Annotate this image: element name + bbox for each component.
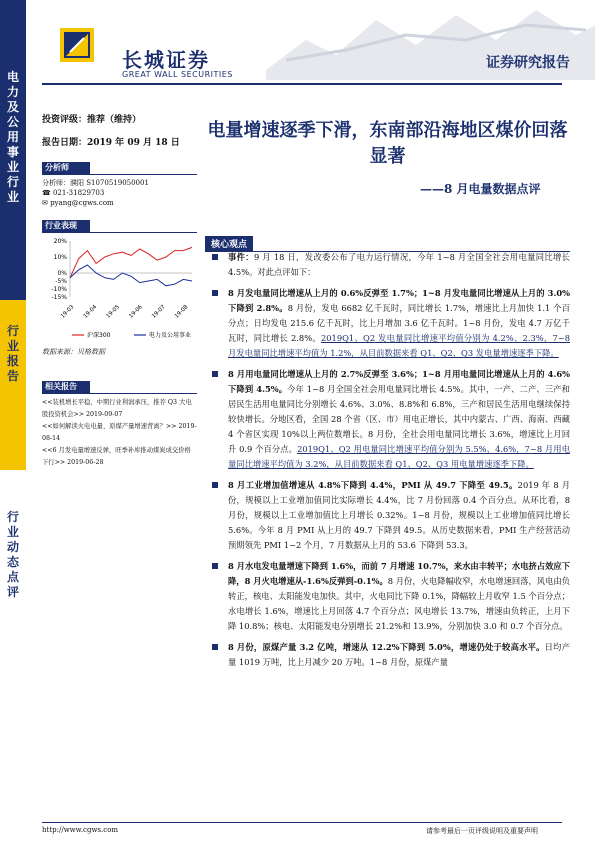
y-tick-label: 20% — [53, 238, 67, 245]
core-view-tag: 核心观点 — [205, 236, 253, 251]
analyst-name: 分析师：濮阳 S1070519050001 — [42, 179, 149, 187]
bullet-icon — [212, 290, 218, 296]
y-tick-label: 0% — [57, 270, 67, 277]
paragraph-text: 9 月 18 日，发改委公布了电力运行情况，今年 1~8 月全国全社会用电量同比增长 4.5%。对此点评如下： — [228, 252, 570, 277]
x-tick-label: 19-08 — [173, 304, 190, 320]
y-tick-label: -5% — [55, 278, 67, 285]
paragraph-lead: 8 月发电量同比增速从上月的 0.6%反弹至 1.7%；1~8 月发电量同比增速从上月的 3.0%下降到 2.8%。 — [228, 288, 570, 313]
related-heading: 相关报告 — [42, 381, 90, 393]
bullet-icon — [212, 254, 218, 260]
report-type: 证券研究报告 — [486, 55, 570, 71]
analyst-heading: 分析师 — [42, 162, 90, 174]
footer-disclaimer: 请参考最后一页评级说明及重要声明 — [426, 827, 538, 835]
body-paragraph — [212, 367, 570, 472]
left-sidebar — [0, 0, 26, 841]
paragraph-lead: 8 月工业增加值增速从 4.8%下降到 4.4%，PMI 从 49.7 下降至 49.5。 — [228, 480, 518, 490]
industry-performance-chart — [42, 233, 197, 343]
y-tick-label: -15% — [51, 294, 67, 301]
paragraph-highlight: 2019Q1、Q2 用电量同比增速平均值分别为 5.5%、4.6%，7~8 月用电量同比增速平均值为 3.2%，从目前数据来看 Q1、Q2、Q3 用电量增速逐季下降。 — [228, 444, 570, 469]
analyst-email-row[interactable] — [42, 198, 197, 208]
rating: 投资评级：推荐（维持） — [42, 115, 142, 125]
body-paragraph — [212, 640, 570, 670]
paragraph-highlight: 2019Q1、Q2 发电量同比增速平均值分别为 4.2%、2.3%，7~8 月发电量同比增速平均值为 1.2%，从目前数据来看 Q1、Q2、Q3 发电量增速逐季下降。 — [228, 333, 570, 358]
legend-label: 沪深300 — [87, 332, 111, 339]
sidebar-report-label: 行业报告 — [6, 324, 19, 383]
paragraph-text: 8 月份，发电 6682 亿千瓦时，同比增长 1.7%，增速比上月加快 1.1 个百分点；日均发电 215.6 亿千瓦时，比上月增加 3.6 亿千瓦时。1~8 月份，发电 4.7 万亿千瓦时，同比增长 2.8%。 — [228, 303, 570, 343]
sidebar-type-label: 行业动态点评 — [6, 510, 19, 599]
x-tick-label: 19-04 — [82, 304, 99, 320]
paragraph-lead: 8 月水电发电量增速下降到 1.6%，而前 7 月增速 10.7%，来水由丰转平；水电挤占效应下降，8 月火电增速从-1.6%反弹到-0.1%。 — [228, 561, 570, 586]
header-rule — [42, 83, 562, 85]
sidebar-bottom-block — [0, 470, 26, 841]
x-tick-label: 19-03 — [59, 304, 76, 320]
body-paragraph — [212, 286, 570, 361]
sidebar-mid-block — [0, 300, 26, 470]
paragraph-lead: 8 月用电量同比增速从上月的 2.7%反弹至 3.6%；1~8 月用电量同比增速从上月的 4.6%下降到 4.5%。 — [228, 369, 570, 394]
related-item[interactable]: <<6 月发电量增速反弹，旺季补库推动煤炭成交价格下行>> 2019-06-28 — [42, 447, 191, 466]
chart-heading: 行业表现 — [42, 220, 90, 232]
paragraph-text: 日均产量 1019 万吨，比上月减少 20 万吨。1~8 月份，原煤产量 — [228, 642, 570, 667]
footer-url[interactable]: http://www.cgws.com — [42, 826, 119, 834]
paragraph-lead: 8 月份，原煤产量 3.2 亿吨，增速从 12.2%下降到 5.0%，增速仍处于较高水平。 — [228, 642, 545, 652]
related-section — [42, 381, 197, 469]
sidebar-top-block — [0, 0, 26, 300]
report-body — [212, 250, 570, 676]
x-tick-label: 19-07 — [151, 304, 167, 320]
bullet-icon — [212, 371, 218, 377]
analyst-section — [42, 162, 197, 208]
related-item[interactable]: <<如何解读火电电量、原煤产量增速背离？>> 2019-08-14 — [42, 423, 197, 442]
paragraph-text: 今年 1~8 月全国全社会用电量同比增长 4.5%。其中，一产、二产、三产和居民生活用电量同比分别增长 4.6%、3.0%、8.8%和 6.8%，三产和居民生活用电继续保持较快增长。分地区看，全国 28 个省（区、市）用电正增长，其中内蒙古、广西、海南、西藏 4 个省区实现 10%以上两位数增长。8 月份，全社会用电量同比增长 3.6%，增速比上月回升 0.9 个百分点。 — [228, 384, 570, 454]
chart-source: 数据来源：贝格数据 — [42, 348, 105, 356]
left-column — [42, 112, 197, 469]
related-item[interactable]: <<装机增长平稳，中期行业利润承压，推荐 Q3 大电股投资机会>> 2019-09-07 — [42, 399, 192, 418]
analyst-phone: 021-31829703 — [52, 189, 105, 197]
logo-english: GREAT WALL SECURITIES — [122, 70, 233, 79]
related-rule — [42, 393, 197, 394]
phone-icon: ☎ — [42, 189, 53, 197]
report-subtitle: ——8 月电量数据点评 — [420, 182, 541, 196]
chart-section — [42, 220, 197, 357]
sidebar-industry-label: 电力及公用事业行业 — [6, 70, 19, 204]
paragraph-lead: 事件： — [228, 252, 254, 262]
analyst-phone-row — [42, 188, 197, 198]
body-paragraph — [212, 478, 570, 553]
series-line — [70, 265, 192, 286]
report-title: 电量增速逐季下滑，东南部沿海地区煤价回落显著 — [207, 120, 568, 167]
bullet-icon — [212, 644, 218, 650]
y-tick-label: -10% — [51, 286, 67, 293]
legend-label: 电力及公用事业 — [149, 332, 192, 339]
body-paragraph — [212, 250, 570, 280]
analyst-rule — [42, 174, 197, 175]
core-view-header — [205, 232, 570, 252]
x-tick-label: 19-06 — [128, 304, 144, 320]
logo-text: 长城证券 — [122, 48, 210, 72]
bullet-icon — [212, 563, 218, 569]
bullet-icon — [212, 482, 218, 488]
report-date: 报告日期：2019 年 09 月 18 日 — [42, 138, 180, 148]
paragraph-text: 8 月份，火电降幅收窄，水电增速回落，风电由负转正，核电、太阳能发电加快。其中，火电同比下降 0.1%，降幅较上月收窄 1.5 个百分点；水电增长 1.6%，增速比上月回落 4.7 个百分点；风电增长 13.7%，增速由负转正，上月下降 10.8%；核电、太阳能发电分别增长 21.2%和 13.9%，分别加快 3.0 和 0.7 个百分点。 — [228, 576, 571, 631]
analyst-email[interactable]: pyang@cgws.com — [50, 199, 114, 207]
body-paragraph — [212, 559, 570, 634]
y-tick-label: 10% — [53, 254, 67, 261]
footer-rule — [42, 822, 562, 823]
logo-icon — [60, 28, 94, 62]
paragraph-text: 2019 年 8 月份，规模以上工业增加值同比实际增长 4.4%，比 7 月份回落 0.4 个百分点。从环比看，8 月份，规模以上工业增加值比上月增长 0.32%。1~8 月份，规模以上工业增加值同比增长 5.6%。今年 8 月 PMI 从上月的 49.7 下降到 49.5。从历史数据来看，PMI 生产经营活动预期领先 PMI 1~2 个月，7 月数据从上月的 53.6 下降到 53.3。 — [228, 480, 570, 550]
x-tick-label: 19-05 — [105, 304, 122, 320]
email-icon: ✉ — [42, 199, 51, 207]
page-header — [26, 0, 595, 92]
